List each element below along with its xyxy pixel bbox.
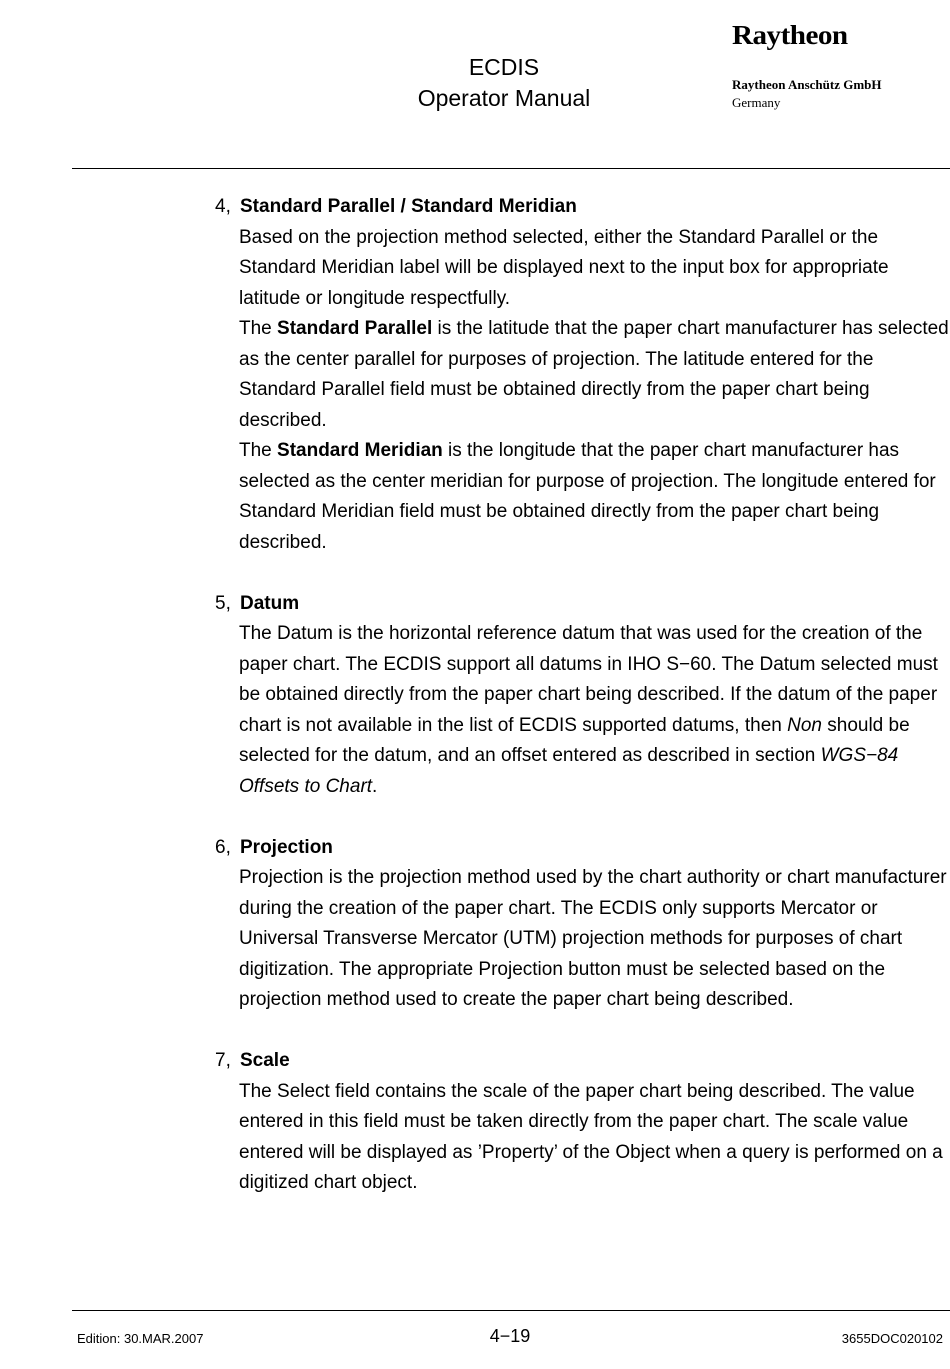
paragraph: The Select field contains the scale of the paper chart being described. The value entered in this field must be taken directly from the paper chart. The scale value entered will be displayed as ’Property’ of the Object when a query is performed on a digitized chart object. [239, 1080, 943, 1193]
paragraph: Projection is the projection method used by the chart authority or chart manufacturer during the creation of the paper chart. The ECDIS only supports Mercator or Universal Transverse Mercator (UTM) projection methods for purposes of chart digitization. The appropriate Projection button must be selected based on the projection method used to create the paper chart being described. [239, 867, 947, 1010]
text-run: The [239, 318, 278, 339]
text-run: . [372, 775, 378, 797]
company-country: Germany [732, 95, 781, 110]
text-run: The Datum is the horizontal reference datum that was used for the creation of the paper chart. The ECDIS support all datums in IHO S−60. The Datum selected must be obtained directly from the paper chart being described. If the datum of the paper chart is not available in the list of ECDIS supported datums, then [239, 623, 938, 736]
header-divider [72, 168, 950, 169]
term-standard-meridian: Standard Meridian [277, 440, 443, 461]
company-name: Raytheon Anschütz GmbH [732, 77, 882, 92]
text-run: The [239, 440, 278, 461]
section-body [215, 1077, 950, 1199]
section-body [215, 619, 950, 802]
text-run: should be selected for the datum, and an offset entered as described in section [239, 714, 910, 766]
paragraph [239, 619, 950, 802]
section-title: Datum [240, 592, 300, 614]
section-heading [215, 833, 950, 864]
document-id: 3655DOC020102 [841, 1331, 943, 1346]
section-heading [215, 1046, 950, 1077]
page-content [215, 192, 950, 1229]
document-title-line2: Operator Manual [417, 85, 591, 111]
section-title: Scale [240, 1050, 290, 1071]
text-run: is the longitude that the paper chart manufacturer has selected as the center meridian for purpose of projection. The longitude entered for Standard Meridian field must be obtained directly from the paper chart being described. [239, 440, 936, 553]
edition-date: Edition: 30.MAR.2007 [77, 1331, 204, 1346]
section-body [215, 863, 950, 1016]
document-title [370, 52, 638, 114]
footer-divider [72, 1310, 950, 1311]
section-reference: WGS−84 Offsets to Chart [239, 745, 899, 797]
section-heading [215, 589, 950, 620]
section-standard-parallel [215, 192, 950, 558]
paragraph [239, 314, 950, 436]
section-title: Standard Parallel / Standard Meridian [240, 196, 577, 217]
italic-term-non: Non [787, 714, 822, 736]
section-heading [215, 192, 950, 223]
section-body [215, 223, 950, 559]
section-scale [215, 1046, 950, 1199]
section-title: Projection [240, 836, 333, 858]
section-number: 6, [215, 836, 231, 858]
raytheon-logo: Raytheon [732, 20, 848, 50]
page-number: 4−19 [489, 1326, 531, 1346]
section-number: 4, [215, 196, 231, 217]
section-datum [215, 589, 950, 803]
section-projection [215, 833, 950, 1016]
document-title-line1: ECDIS [468, 54, 540, 80]
text-run: is the latitude that the paper chart manufacturer has selected as the center parallel for purposes of projection. The latitude entered for the Standard Parallel field must be obtained directly from the paper chart being described. [239, 318, 949, 431]
company-block [732, 76, 882, 112]
section-number: 5, [215, 592, 231, 614]
term-standard-parallel: Standard Parallel [277, 318, 433, 339]
section-number: 7, [215, 1050, 231, 1071]
paragraph [239, 436, 950, 558]
paragraph: Based on the projection method selected, either the Standard Parallel or the Standard Meridian label will be displayed next to the input box for appropriate latitude or longitude respectfully. [239, 226, 889, 309]
